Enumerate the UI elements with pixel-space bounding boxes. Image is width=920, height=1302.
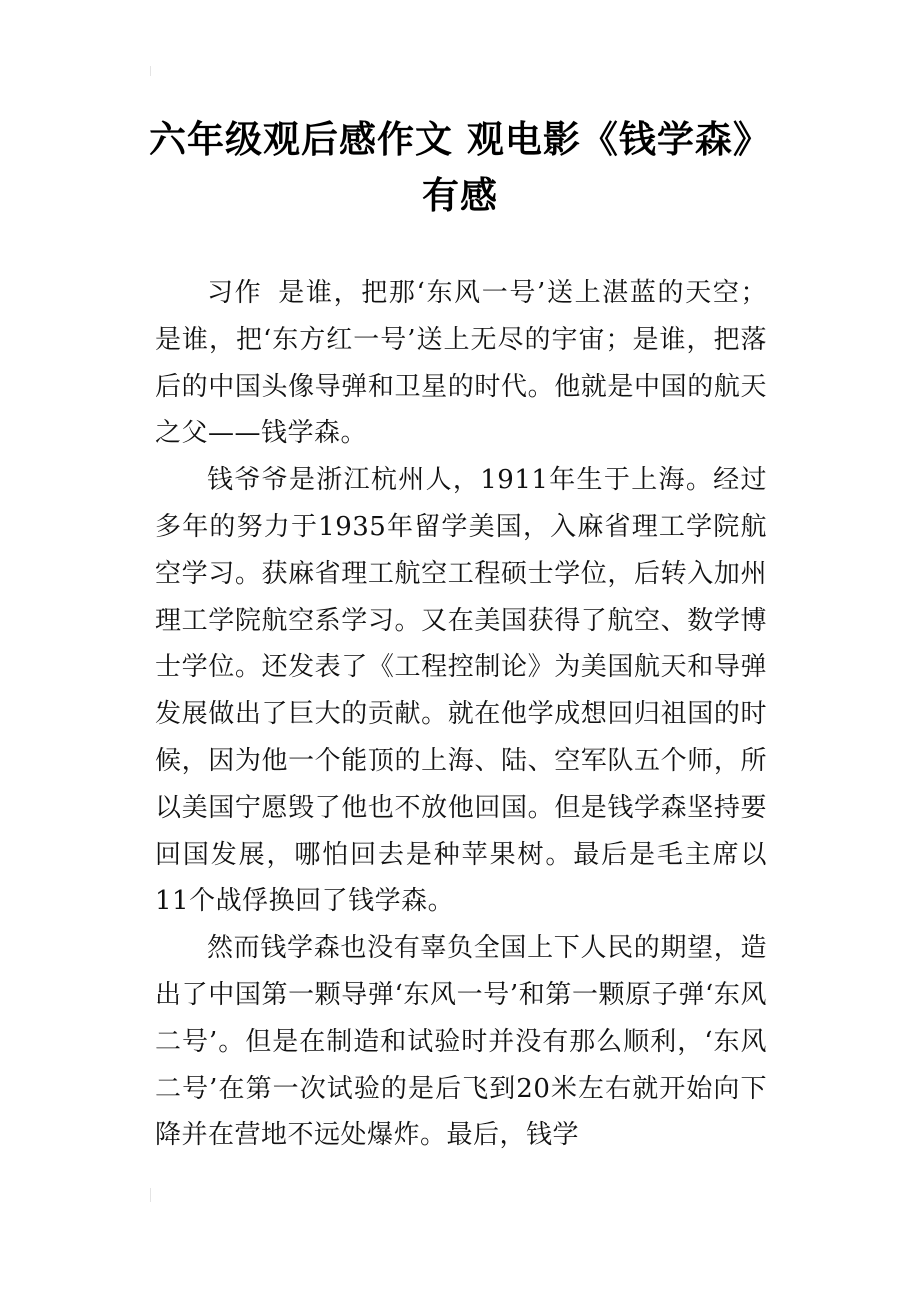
title-line-1: 六年级观后感作文 观电影《钱学森》 [149, 118, 771, 161]
paragraph-1-text: 是谁，把那‘东风一号’送上湛蓝的天空；是谁，把‘东方红一号’送上无尽的宇宙；是谁，把落后的中国头像导弹和卫星的时代。他就是中国的航天之父——钱学森。 [155, 278, 767, 449]
page-corner-mark [150, 66, 159, 76]
byline: 习作 [207, 278, 263, 308]
paragraph-2: 钱爷爷是浙江杭州人，1911年生于上海。经过多年的努力于1935年留学美国，入麻省理工学院航空学习。获麻省理工航空工程硕士学位，后转入加州理工学院航空系学习。又在美国获得了航空、数学博士学位。还发表了《工程控制论》为美国航天和导弹发展做出了巨大的贡献。就在他学成想回归祖国的时候，因为他一个能顶的上海、陆、空军队五个师，所以美国宁愿毁了他也不放他回国。但是钱学森坚持要回国发展，哪怕回去是种苹果树。最后是毛主席以11个战俘换回了钱学森。 [155, 465, 767, 917]
paragraph-3: 然而钱学森也没有辜负全国上下人民的期望，造出了中国第一颗导弹‘东风一号’和第一颗原子弹‘东风二号’。但是在制造和试验时并没有那么顺利，‘东风二号’在第一次试验的是后飞到20米左右就开始向下降并在营地不远处爆炸。最后，钱学 [155, 933, 767, 1151]
document-title [130, 112, 790, 224]
article-body [155, 270, 767, 1159]
title-line-2: 有感 [422, 174, 498, 217]
page-corner-mark [150, 1188, 159, 1202]
paragraph-1 [155, 270, 767, 457]
